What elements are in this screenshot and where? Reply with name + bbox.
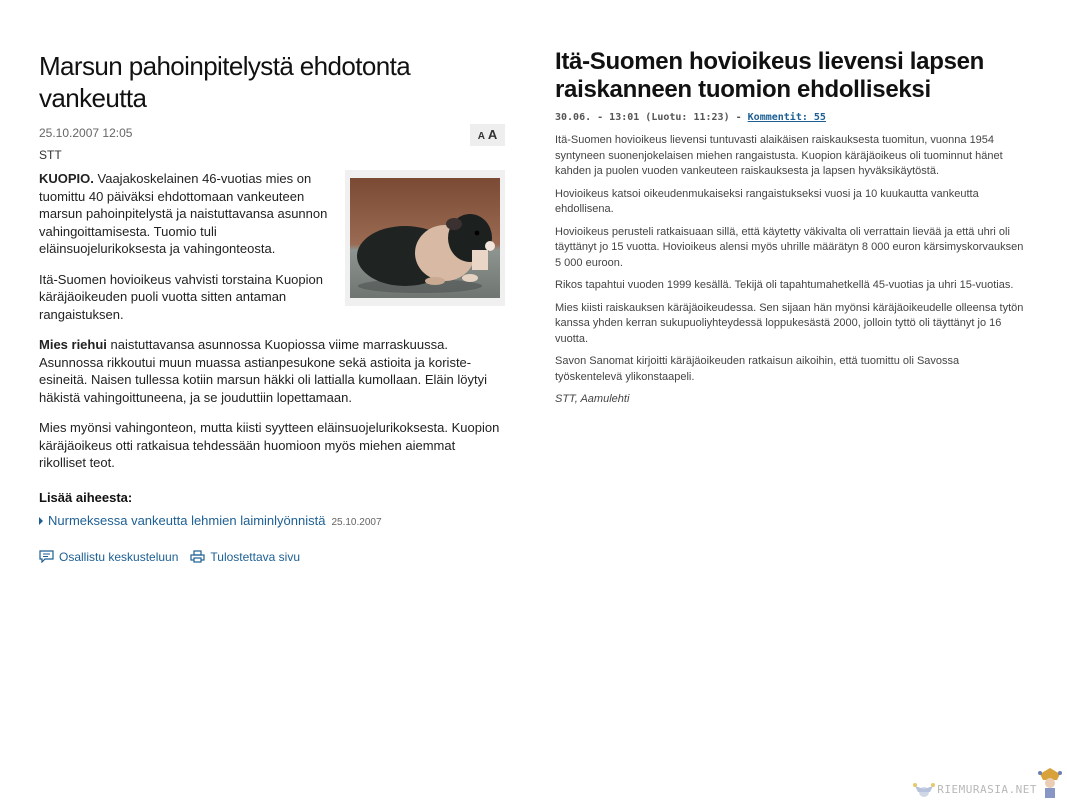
lead-place: KUOPIO. [39, 171, 94, 186]
right-signature: STT, Aamulehti [555, 393, 630, 405]
related-link[interactable]: Nurmeksessa vankeutta lehmien laiminlyönnistä [48, 512, 326, 528]
paragraph-3-text: naistuttavansa asunnossa Kuopiossa viime marraskuussa. Asunnossa rikkoutui muun muassa astianpesukone sekä astioita ja koriste-esineitä. Naisen tullessa kotiin marsun häkki oli lattialla kumollaan. Eläin löytyi häkistä vahingoittuneena, ja se jouduttiin lopettamaan. [39, 337, 487, 405]
paragraph-4: Mies myönsi vahingonteon, mutta kiisti syytteen eläinsuojelurikoksesta. Kuopion käräjäoikeus otti ratkaisua tehdessään huomioon myös miehen aiemmat rikolliset teot. [39, 420, 500, 470]
jester-icon [911, 780, 937, 798]
right-paragraph-3: Hovioikeus perusteli ratkaisuaan sillä, että käytetty väkivalta oli verrattain lievää ja että uhri oli täyttänyt jo 15 vuotta. Hovioikeus alensi myös uhrille määrätyn 8 000 euron kärsimyskorvauksen 5 000 euroon. [555, 225, 1024, 269]
watermark-text: RIEMURASIA.NET [937, 783, 1037, 796]
right-article-body [555, 133, 1025, 408]
comments-link[interactable]: Kommentit: 55 [747, 112, 826, 123]
related-date: 25.10.2007 [331, 516, 382, 528]
right-paragraph-1: Itä-Suomen hovioikeus lievensi tuntuvasti alaikäisen raiskauksesta tuomitun, vuonna 1954 syntyneen suonenjokelaisen miehen rangaistusta. Kuopion käräjäoikeus oli tuominnut hänet kahden ja puolen vuoden vankeuteen raiskauksesta ja lapsen hyväksikäytöstä. [555, 134, 1003, 177]
article-tools [39, 550, 505, 564]
font-size-toggle[interactable] [470, 124, 505, 146]
print-label[interactable]: Tulostettava sivu [210, 549, 300, 564]
related-item [39, 513, 505, 528]
more-heading: Lisää aiheesta: [39, 489, 133, 505]
font-small-button[interactable]: A [477, 131, 485, 142]
meta-row [39, 124, 505, 148]
paragraph-3 [39, 336, 505, 406]
right-article [555, 48, 1025, 415]
printer-icon [190, 550, 205, 563]
paragraph-1-text: Vaajakoskelainen 46-vuotias mies on tuomittu 40 päiväksi ehdottomaan vankeuteen marsun pahoinpitelystä ja naistuttavansa asunnon vahingoittamisesta. Tuomio tuli eläinsuojelurikoksesta ja vahingonteosta. [39, 171, 328, 256]
left-article [39, 50, 505, 564]
right-paragraph-5: Mies kiisti raiskauksen käräjäoikeudessa. Sen sijaan hän myönsi käräjäoikeudelle olleensa tytön kanssa yhden kerran sukupuoliyhteydessä loppukesästä 2000, jolloin tyttö oli täyttänyt jo 16 vuotta. [555, 301, 1024, 345]
jester-figure-icon [1037, 764, 1063, 798]
speech-bubble-icon [39, 550, 54, 563]
article-date: 25.10.2007 12:05 [39, 126, 133, 140]
print-link[interactable] [190, 550, 300, 564]
font-big-button[interactable]: A [487, 127, 498, 142]
article-source: STT [39, 148, 62, 162]
guinea-pig-image [350, 178, 500, 298]
right-meta-date: 30.06. - 13:01 (Luotu: 11:23) - [555, 112, 748, 123]
guinea-pig-photo [345, 170, 505, 306]
paragraph-3-bold: Mies riehui [39, 337, 107, 352]
article-title: Marsun pahoinpitelystä ehdotonta vankeutta [39, 51, 411, 113]
watermark [911, 764, 1063, 798]
discuss-link[interactable] [39, 550, 178, 564]
article-body [39, 170, 505, 472]
right-article-meta [555, 112, 1025, 123]
right-paragraph-6: Savon Sanomat kirjoitti käräjäoikeuden ratkaisun aikoihin, että tuomittu oli Savossa työskentelevä ylikonstaapeli. [555, 355, 960, 383]
paragraph-2: Itä-Suomen hovioikeus vahvisti torstaina Kuopion käräjäoikeuden puoli vuotta sitten antaman rangaistuksen. [39, 271, 323, 322]
arrow-right-icon [39, 517, 43, 525]
discuss-label[interactable]: Osallistu keskusteluun [59, 549, 179, 564]
right-article-title: Itä-Suomen hovioikeus lievensi lapsen raiskanneen tuomion ehdolliseksi [555, 48, 985, 103]
right-paragraph-2: Hovioikeus katsoi oikeudenmukaiseksi rangaistukseksi vuosi ja 10 kuukautta vankeutta ehdollisena. [555, 187, 979, 215]
right-paragraph-4: Rikos tapahtui vuoden 1999 kesällä. Tekijä oli tapahtumahetkellä 45-vuotias ja uhri 15-vuotias. [555, 279, 1014, 291]
